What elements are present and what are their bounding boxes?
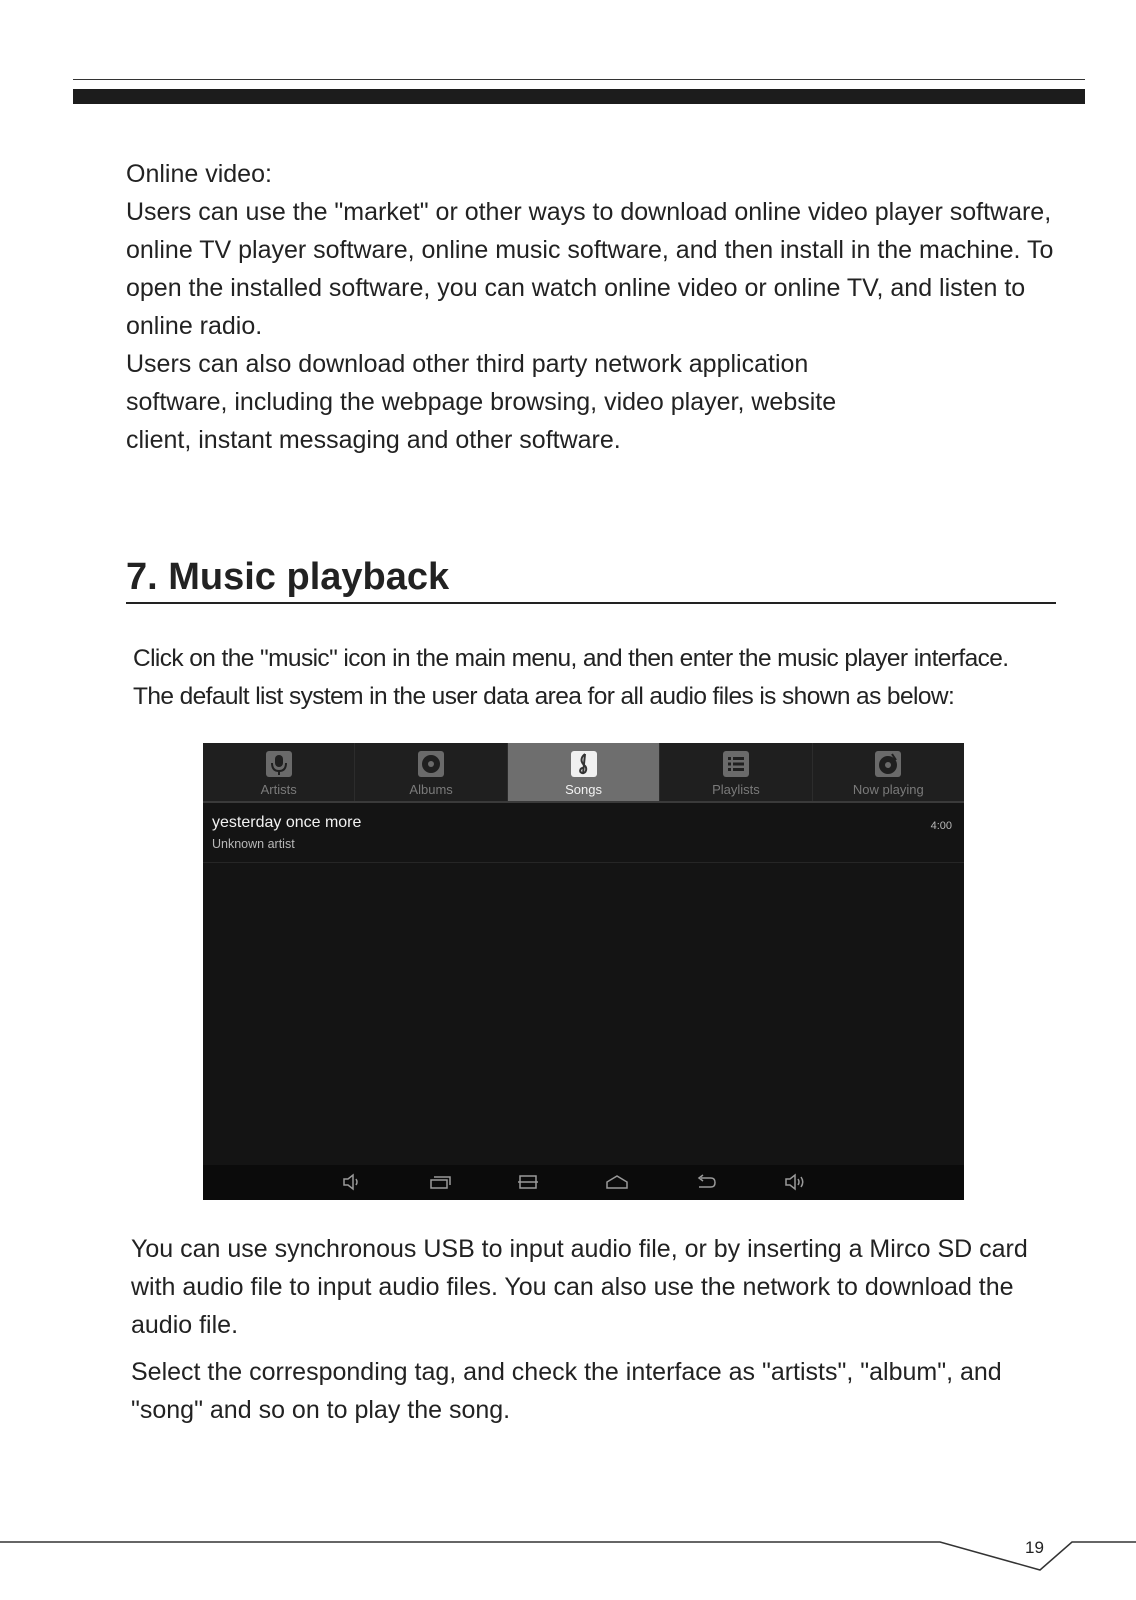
home-icon[interactable] bbox=[606, 1173, 628, 1191]
song-artist: Unknown artist bbox=[212, 837, 295, 851]
song-list-item[interactable] bbox=[203, 805, 964, 863]
tab-artists-label: Artists bbox=[260, 782, 297, 797]
microphone-icon bbox=[265, 750, 293, 778]
tab-now-playing[interactable] bbox=[813, 743, 964, 801]
song-duration: 4:00 bbox=[930, 820, 952, 832]
tab-albums-label: Albums bbox=[409, 782, 453, 797]
description-line-2: The default list system in the user data area for all audio files is shown as below: bbox=[133, 683, 955, 710]
music-note-icon bbox=[570, 750, 598, 778]
back-icon[interactable] bbox=[695, 1173, 717, 1191]
song-title: yesterday once more bbox=[212, 814, 362, 831]
header-rule-thin bbox=[73, 79, 1085, 80]
screenshot-icon[interactable] bbox=[517, 1173, 539, 1191]
tab-now-playing-label: Now playing bbox=[852, 782, 924, 797]
album-disc-icon bbox=[417, 750, 445, 778]
description-line-1: Click on the "music" icon in the main menu, and then enter the music player interface. bbox=[133, 645, 1009, 672]
tab-albums[interactable] bbox=[355, 743, 507, 801]
footer-rule bbox=[0, 1530, 1136, 1580]
recent-apps-icon[interactable] bbox=[429, 1173, 451, 1191]
third-party-line-2: software, including the webpage browsing, video player, website bbox=[126, 388, 837, 416]
volume-up-icon[interactable] bbox=[784, 1173, 806, 1191]
music-player-screenshot bbox=[203, 743, 964, 1200]
volume-down-icon[interactable] bbox=[341, 1173, 363, 1191]
tab-songs[interactable] bbox=[508, 743, 660, 801]
playlist-icon bbox=[722, 750, 750, 778]
audio-input-section bbox=[131, 1230, 1071, 1438]
tab-songs-label: Songs bbox=[565, 782, 602, 797]
page-number: 19 bbox=[1025, 1538, 1044, 1557]
section-title: 7. Music playback bbox=[126, 552, 1056, 604]
tab-artists[interactable] bbox=[203, 743, 355, 801]
audio-input-paragraph: You can use synchronous USB to input audio file, or by inserting a Mirco SD card with audio file to input audio files. You can also use the network to download the audio file. bbox=[131, 1235, 1028, 1339]
third-party-line-1: Users can also download other third party network application bbox=[126, 350, 809, 378]
online-video-heading: Online video: bbox=[126, 160, 272, 188]
online-video-section bbox=[126, 155, 1066, 459]
player-tab-bar bbox=[203, 743, 964, 803]
select-tag-paragraph: Select the corresponding tag, and check the interface as "artists", "album", and "song" and so on to play the song. bbox=[131, 1358, 1002, 1424]
now-playing-icon bbox=[874, 750, 902, 778]
third-party-line-3: client, instant messaging and other software. bbox=[126, 426, 621, 454]
online-video-paragraph: Users can use the "market" or other ways to download online video player software, online TV player software, online music software, and then install in the machine. To open the installed software, you can watch online video or online TV, and listen to online radio. bbox=[126, 198, 1054, 340]
system-navigation-bar bbox=[203, 1165, 964, 1200]
tab-playlists-label: Playlists bbox=[712, 782, 760, 797]
header-rule-thick bbox=[73, 89, 1085, 104]
music-description bbox=[133, 640, 1073, 716]
tab-playlists[interactable] bbox=[660, 743, 812, 801]
